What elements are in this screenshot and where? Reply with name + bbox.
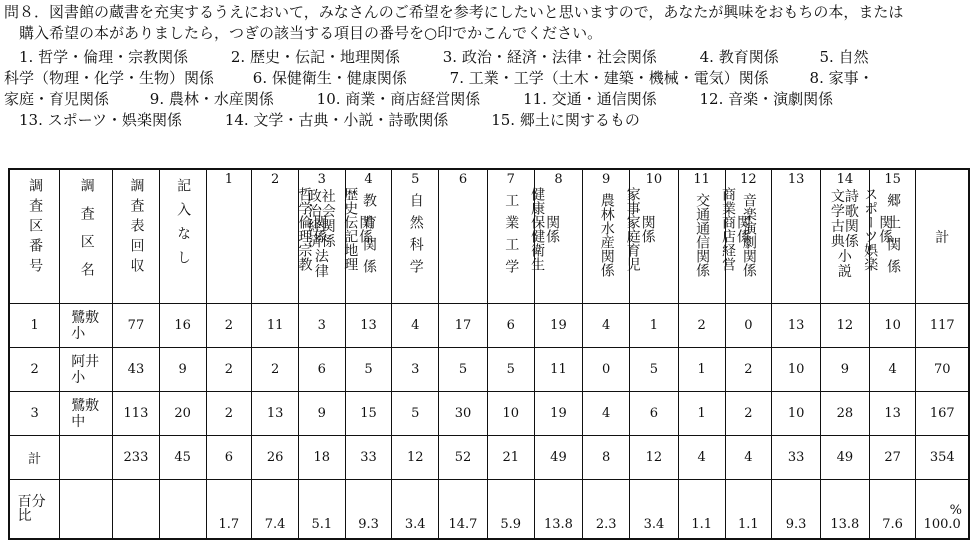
- cell-value: 10: [487, 392, 534, 436]
- category-item: 6. 保健衛生・健康関係: [252, 69, 407, 87]
- header-col-9: 9 農林水産関係: [583, 169, 630, 304]
- cell-value: 4: [392, 304, 439, 348]
- category-item: 7. 工業・工学（土木・建築・機械・電気）関係: [449, 69, 769, 87]
- header-collected: 調査表回収: [113, 169, 160, 304]
- question-text: [4, 2, 970, 44]
- cell-district-no: 2: [9, 348, 60, 392]
- cell-value: 2: [206, 392, 252, 436]
- category-line-3: [4, 89, 970, 110]
- cell-value: 11: [252, 304, 299, 348]
- cell-value: 1: [678, 348, 725, 392]
- cell-value: 9: [820, 348, 869, 392]
- cell-value: 13: [869, 392, 916, 436]
- header-no-entry: 記入なし: [159, 169, 206, 304]
- cell-value: 5: [392, 392, 439, 436]
- cell-value: 19: [534, 304, 583, 348]
- header-district-no: 調査区番号: [9, 169, 60, 304]
- cell-value: 9: [298, 392, 345, 436]
- cell-value: 10: [772, 348, 821, 392]
- header-col-4: 4 教育関係: [345, 169, 392, 304]
- cell-value: 12: [820, 304, 869, 348]
- cell-value: 18: [298, 436, 345, 480]
- percent-unit: %: [949, 503, 962, 518]
- header-col-8: 8 関係 家事家庭育児: [534, 169, 583, 304]
- cell-value: 13: [252, 392, 299, 436]
- cell-value: 1: [630, 304, 679, 348]
- header-col-13: 13 関係 スポーツ娯楽: [772, 169, 821, 304]
- percent-row: [9, 480, 969, 540]
- header-district-name: 調査区名: [60, 169, 113, 304]
- cell-value: 28: [820, 392, 869, 436]
- cell-value: 5: [487, 348, 534, 392]
- cell-value: 30: [439, 392, 488, 436]
- question-line-2: 購入希望の本がありましたら，つぎの該当する項目の番号を○印でかこんでください。: [19, 24, 603, 42]
- header-col-15: 15 郷土関係: [869, 169, 916, 304]
- cell-value: 33: [772, 436, 821, 480]
- cell-value: 11: [534, 348, 583, 392]
- cell-percent: 1.7: [206, 480, 252, 540]
- cell-collected: 113: [113, 392, 160, 436]
- cell-value: 2: [252, 348, 299, 392]
- cell-value: 6: [298, 348, 345, 392]
- cell-value: 6: [630, 392, 679, 436]
- category-item: 11. 交通・通信関係: [523, 90, 657, 108]
- cell-value: 26: [252, 436, 299, 480]
- category-line-4: [4, 110, 970, 131]
- category-item: 10. 商業・商店経営関係: [316, 90, 481, 108]
- cell-district-name: 阿井小: [60, 348, 113, 392]
- cell-percent: 1.1: [725, 480, 772, 540]
- survey-table: [8, 168, 970, 540]
- cell-empty: [113, 480, 160, 540]
- cell-percent: 9.3: [345, 480, 392, 540]
- cell-collected: 77: [113, 304, 160, 348]
- header-col-7: 7 工業工学: [487, 169, 534, 304]
- cell-value: 15: [345, 392, 392, 436]
- cell-value: 2: [206, 304, 252, 348]
- sum-row: [9, 436, 969, 480]
- cell-value: 6: [487, 304, 534, 348]
- category-item: 14. 文学・古典・小説・詩歌関係: [224, 111, 449, 129]
- percent-total-value: 100.0: [923, 517, 961, 532]
- table-row: [9, 304, 969, 348]
- cell-value: 2: [725, 348, 772, 392]
- cell-total: 167: [916, 392, 969, 436]
- cell-value: 4: [869, 348, 916, 392]
- cell-value: 13: [345, 304, 392, 348]
- header-col-1: 1 関係 哲学倫理宗教: [206, 169, 252, 304]
- cell-no-entry: 16: [159, 304, 206, 348]
- cell-percent: 13.8: [534, 480, 583, 540]
- cell-percent: 7.6: [869, 480, 916, 540]
- category-item: 9. 農林・水産関係: [149, 90, 274, 108]
- cell-value: 49: [820, 436, 869, 480]
- cell-value: 5: [630, 348, 679, 392]
- cell-value: 27: [869, 436, 916, 480]
- header-col-5: 5 自然科学: [392, 169, 439, 304]
- cell-no-entry: 9: [159, 348, 206, 392]
- cell-value: 8: [583, 436, 630, 480]
- cell-value: 4: [583, 304, 630, 348]
- cell-value: 13: [772, 304, 821, 348]
- category-item: 8. 家事・: [809, 69, 874, 87]
- cell-value: 52: [439, 436, 488, 480]
- cell-percent: 13.8: [820, 480, 869, 540]
- category-item: 科学（物理・化学・生物）関係: [4, 69, 215, 87]
- cell-value: 33: [345, 436, 392, 480]
- cell-total: 117: [916, 304, 969, 348]
- cell-total: 354: [916, 436, 969, 480]
- category-item: 家庭・育児関係: [4, 90, 110, 108]
- cell-value: 49: [534, 436, 583, 480]
- cell-percent: 2.3: [583, 480, 630, 540]
- header-col-12: 12 音楽演劇関係: [725, 169, 772, 304]
- cell-collected: 233: [113, 436, 160, 480]
- header-col-6: 6 関係 健康保健衛生: [439, 169, 488, 304]
- cell-value: 2: [678, 304, 725, 348]
- cell-value: 4: [583, 392, 630, 436]
- header-col-14: 14 文詩 学歌 古関 典係 小 説: [820, 169, 869, 304]
- category-list: [4, 47, 970, 131]
- cell-percent-total: [916, 480, 969, 540]
- cell-value: 4: [678, 436, 725, 480]
- header-col-11: 11 交通通信関係: [678, 169, 725, 304]
- cell-value: 10: [772, 392, 821, 436]
- header-col-3: 3 政社 治会 経関 済係 法 律: [298, 169, 345, 304]
- cell-value: 6: [206, 436, 252, 480]
- category-item: 12. 音楽・演劇関係: [699, 90, 834, 108]
- category-item: 1. 哲学・倫理・宗教関係: [19, 48, 189, 66]
- cell-value: 5: [345, 348, 392, 392]
- cell-percent: 1.1: [678, 480, 725, 540]
- header-total: 計: [916, 169, 969, 304]
- header-row: [9, 169, 969, 304]
- cell-collected: 43: [113, 348, 160, 392]
- cell-percent: 3.4: [630, 480, 679, 540]
- cell-percent: 3.4: [392, 480, 439, 540]
- cell-percent: 5.9: [487, 480, 534, 540]
- cell-value: 1: [678, 392, 725, 436]
- category-item: 3. 政治・経済・法律・社会関係: [442, 48, 657, 66]
- category-item: 5. 自然: [819, 48, 869, 66]
- cell-percent: 9.3: [772, 480, 821, 540]
- cell-empty: [60, 436, 113, 480]
- cell-value: 4: [725, 436, 772, 480]
- cell-district-name: 鷺敷中: [60, 392, 113, 436]
- cell-percent: 14.7: [439, 480, 488, 540]
- cell-sum-label: 計: [9, 436, 60, 480]
- cell-district-no: 3: [9, 392, 60, 436]
- header-col-10: 10 関係 商業商店経営: [630, 169, 679, 304]
- cell-value: 3: [298, 304, 345, 348]
- category-item: 15. 郷土に関するもの: [491, 111, 640, 129]
- cell-no-entry: 20: [159, 392, 206, 436]
- category-item: 4. 教育関係: [699, 48, 779, 66]
- cell-value: 3: [392, 348, 439, 392]
- category-item: 2. 歴史・伝記・地理関係: [230, 48, 400, 66]
- table-row: [9, 348, 969, 392]
- category-line-1: [4, 47, 970, 68]
- cell-district-no: 1: [9, 304, 60, 348]
- cell-value: 21: [487, 436, 534, 480]
- cell-value: 0: [583, 348, 630, 392]
- cell-value: 12: [392, 436, 439, 480]
- cell-empty: [159, 480, 206, 540]
- question-line-1: 問８．図書館の蔵書を充実するうえにおいて，みなさんのご希望を参考にしたいと思いますので，あなたが興味をおもちの本，または: [4, 3, 904, 21]
- cell-district-name: 鷺敷小: [60, 304, 113, 348]
- cell-value: 2: [206, 348, 252, 392]
- cell-percent: 7.4: [252, 480, 299, 540]
- cell-value: 10: [869, 304, 916, 348]
- category-item: 13. スポーツ・娯楽関係: [19, 111, 183, 129]
- cell-value: 2: [725, 392, 772, 436]
- cell-total: 70: [916, 348, 969, 392]
- cell-percent: 5.1: [298, 480, 345, 540]
- cell-empty: [60, 480, 113, 540]
- category-line-2: [4, 68, 970, 89]
- cell-value: 5: [439, 348, 488, 392]
- cell-no-entry: 45: [159, 436, 206, 480]
- table-row: [9, 392, 969, 436]
- header-col-2: 2 関係 歴史伝記地理: [252, 169, 299, 304]
- cell-value: 17: [439, 304, 488, 348]
- cell-value: 19: [534, 392, 583, 436]
- cell-percent-label: 百分比: [9, 480, 60, 540]
- cell-value: 0: [725, 304, 772, 348]
- cell-value: 12: [630, 436, 679, 480]
